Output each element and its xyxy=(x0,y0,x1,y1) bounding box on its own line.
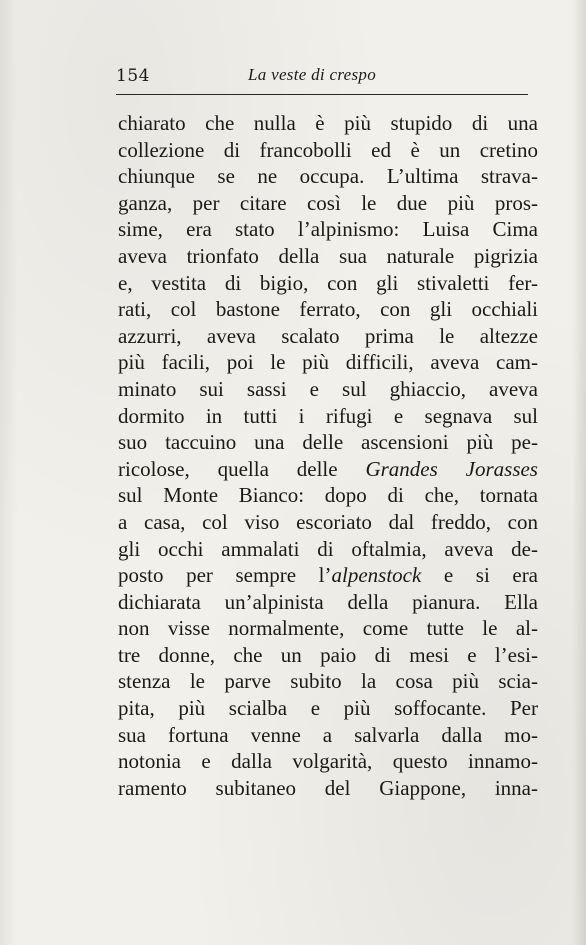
text-segment: stenza le parve subito la cosa più scia- xyxy=(118,669,538,694)
running-title: La veste di crespo xyxy=(248,65,376,84)
body-text xyxy=(118,110,538,801)
text-segment: sime, era stato l’alpinismo: Luisa Cima xyxy=(118,217,538,242)
text-segment: più facili, poi le più difficili, aveva cam- xyxy=(118,350,538,375)
text-line xyxy=(118,615,538,642)
text-line xyxy=(118,349,538,376)
text-segment: suo taccuino una delle ascensioni più pe- xyxy=(118,430,538,455)
text-line xyxy=(118,323,538,350)
text-segment: e si era xyxy=(421,563,539,588)
text-segment: gli occhi ammalati di oftalmia, aveva de- xyxy=(118,536,538,561)
text-line xyxy=(118,589,538,616)
italic-text: alpenstock xyxy=(331,563,422,588)
text-line xyxy=(118,296,538,323)
text-segment: azzurri, aveva scalato prima le altezze xyxy=(118,323,538,348)
text-line xyxy=(118,429,538,456)
text-segment: non visse normalmente, come tutte le al- xyxy=(118,616,538,641)
text-segment: notonia e dalla volgarità, questo innamo- xyxy=(118,749,538,774)
text-line xyxy=(118,562,538,589)
text-segment: aveva trionfato della sua naturale pigrizia xyxy=(118,243,538,268)
text-line xyxy=(118,642,538,669)
header-rule xyxy=(116,94,528,95)
text-segment: sua fortuna venne a salvarla dalla mo- xyxy=(118,722,538,747)
text-line xyxy=(118,110,538,137)
text-segment: pita, più scialba e più soffocante. Per xyxy=(118,696,538,721)
text-segment: tre donne, che un paio di mesi e l’esi- xyxy=(118,642,538,667)
text-line xyxy=(118,376,538,403)
text-segment: dichiarata un’alpinista della pianura. Ella xyxy=(118,589,538,614)
page-number: 154 xyxy=(116,66,150,86)
text-segment: ramento subitaneo del Giappone, inna- xyxy=(118,775,538,800)
text-segment: ricolose, quella delle xyxy=(118,456,366,481)
text-line xyxy=(118,482,538,509)
text-segment: rati, col bastone ferrato, con gli occhiali xyxy=(118,297,538,322)
text-segment: chiarato che nulla è più stupido di una xyxy=(118,111,538,135)
text-line xyxy=(118,190,538,217)
text-line xyxy=(118,243,538,270)
text-segment: minato sui sassi e sul ghiaccio, aveva xyxy=(118,376,538,401)
text-segment: collezione di francobolli ed è un cretino xyxy=(118,137,538,162)
text-segment: posto per sempre l’ xyxy=(118,563,332,588)
text-line xyxy=(118,403,538,430)
text-line xyxy=(118,668,538,695)
text-segment: sul Monte Bianco: dopo di che, tornata xyxy=(118,483,538,508)
text-segment: chiunque se ne occupa. L’ultima strava- xyxy=(118,164,538,189)
text-segment: e, vestita di bigio, con gli stivaletti fer- xyxy=(118,270,538,295)
text-line xyxy=(118,216,538,243)
text-line xyxy=(118,695,538,722)
text-line xyxy=(118,722,538,749)
text-segment: a casa, col viso escoriato dal freddo, con xyxy=(118,509,538,534)
text-line xyxy=(118,748,538,775)
text-line xyxy=(118,456,538,483)
page-header xyxy=(116,64,528,94)
text-segment: dormito in tutti i rifugi e segnava sul xyxy=(118,403,538,428)
italic-text: Grandes Jorasses xyxy=(365,456,538,481)
text-line xyxy=(118,536,538,563)
text-line xyxy=(118,137,538,164)
text-line xyxy=(118,509,538,536)
text-line xyxy=(118,270,538,297)
text-segment: ganza, per citare così le due più pros- xyxy=(118,190,538,215)
text-line xyxy=(118,775,538,802)
text-line xyxy=(118,163,538,190)
